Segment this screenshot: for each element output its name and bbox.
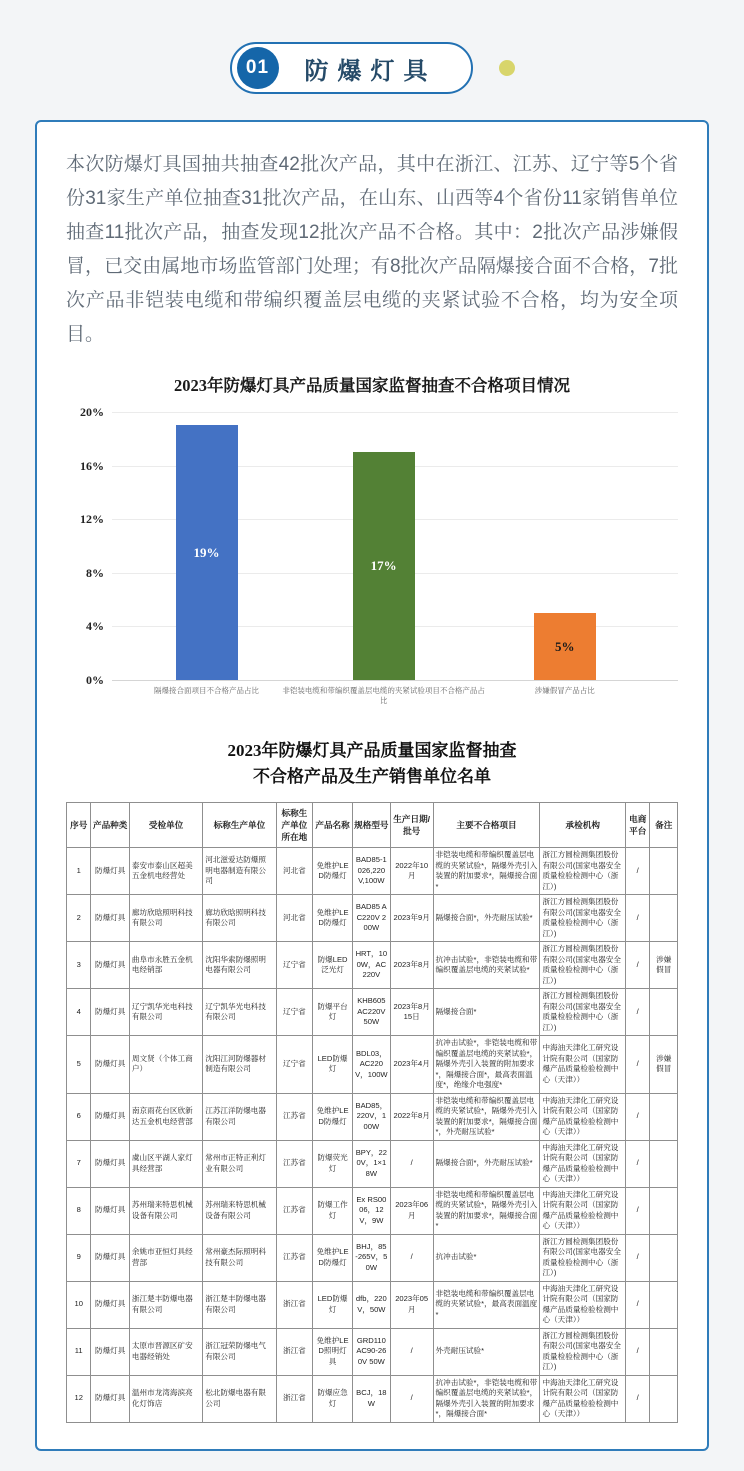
table-cell: 4 <box>67 989 91 1036</box>
table-cell: 常州市正特正利灯业有限公司 <box>203 1140 276 1187</box>
table-cell: 中海油天津化工研究设计院有限公司（国家防爆产品质量检验检测中心（天津）） <box>540 1281 626 1328</box>
inspection-results-table <box>66 802 678 1423</box>
y-axis-tick-label: 16% <box>80 458 104 473</box>
table-cell: / <box>626 1281 650 1328</box>
table-cell: 10 <box>67 1281 91 1328</box>
table-header-cell: 承检机构 <box>540 803 626 848</box>
table-cell: 防爆灯具 <box>91 1036 129 1094</box>
table-header-cell: 受检单位 <box>129 803 202 848</box>
table-row <box>67 1036 678 1094</box>
table-cell: 辽宁省 <box>276 1036 313 1094</box>
bar-value-label: 5% <box>555 638 575 654</box>
table-row <box>67 1093 678 1140</box>
table-cell: LED防爆灯 <box>313 1281 353 1328</box>
table-cell: 浙江方圆检测集团股份有限公司(国家电器安全质量检验检测中心（浙江）) <box>540 942 626 989</box>
table-cell: / <box>626 848 650 895</box>
table-cell: 2023年8月 <box>390 942 433 989</box>
table-cell: / <box>390 1328 433 1375</box>
table-cell: BDL03，AC220V，100W <box>352 1036 390 1094</box>
table-cell: BAD85 AC220V 200W <box>352 895 390 942</box>
table-cell: BPY，220V，1×18W <box>352 1140 390 1187</box>
table-header-cell: 主要不合格项目 <box>433 803 540 848</box>
table-row <box>67 989 678 1036</box>
table-cell: 常州豪杰际照明科技有限公司 <box>203 1234 276 1281</box>
table-cell: 余姚市亚恒灯具经营部 <box>129 1234 202 1281</box>
table-cell: 2023年05月 <box>390 1281 433 1328</box>
table-row <box>67 1140 678 1187</box>
table-cell: / <box>626 1375 650 1422</box>
table-cell: 中海油天津化工研究设计院有限公司（国家防爆产品质量检验检测中心（天津）） <box>540 1375 626 1422</box>
table-cell: 外壳耐压试验* <box>433 1328 540 1375</box>
table-cell: 辽宁凯华光电科技有限公司 <box>129 989 202 1036</box>
bar-value-label: 17% <box>370 558 397 574</box>
table-cell: 辽宁省 <box>276 989 313 1036</box>
table-cell: 2 <box>67 895 91 942</box>
table-cell: / <box>390 1140 433 1187</box>
table-cell <box>650 1093 678 1140</box>
accent-dot-icon <box>499 60 515 76</box>
table-header-cell: 序号 <box>67 803 91 848</box>
table-cell: 5 <box>67 1036 91 1094</box>
table-cell: / <box>390 1234 433 1281</box>
table-cell: 2023年9月 <box>390 895 433 942</box>
table-cell: 防爆灯具 <box>91 895 129 942</box>
table-cell: 河北滋爱达防爆照明电器制造有限公司 <box>203 848 276 895</box>
bar-1 <box>176 425 238 680</box>
table-cell: 防爆灯具 <box>91 942 129 989</box>
table-cell: 12 <box>67 1375 91 1422</box>
table-cell: 江苏省 <box>276 1187 313 1234</box>
chart-plot-area <box>66 405 678 687</box>
chart-bars <box>112 412 678 680</box>
table-cell: 浙江方圆检测集团股份有限公司(国家电器安全质量检验检测中心（浙江）) <box>540 1328 626 1375</box>
table-cell: dfb，220V，50W <box>352 1281 390 1328</box>
table-cell: 免维护LED照明灯具 <box>313 1328 353 1375</box>
table-cell: 非铠装电缆和带编织覆盖层电缆的夹紧试验*，隔爆外壳引入装置的附加要求*，隔爆接合面* <box>433 848 540 895</box>
y-axis-tick-label: 20% <box>80 405 104 419</box>
table-cell: 防爆灯具 <box>91 1093 129 1140</box>
table-cell: 抗冲击试验*，非铠装电缆和带编织覆盖层电缆的夹紧试验*，隔爆外壳引入装置的附加要求*，隔爆接合面*，最高表面温度*，绝缘介电强度* <box>433 1036 540 1094</box>
table-cell: 隔爆接合面*，外壳耐压试验* <box>433 895 540 942</box>
grid-line <box>112 412 678 413</box>
y-axis-tick-label: 0% <box>86 673 104 687</box>
table-cell: 2023年8月15日 <box>390 989 433 1036</box>
table-cell: 3 <box>67 942 91 989</box>
table-cell: 2022年8月 <box>390 1093 433 1140</box>
table-cell: 防爆灯具 <box>91 1187 129 1234</box>
table-cell: / <box>626 989 650 1036</box>
table-cell: 免维护LED防爆灯 <box>313 1093 353 1140</box>
table-cell: LED防爆灯 <box>313 1036 353 1094</box>
table-cell: 沈阳江河防爆器材制造有限公司 <box>203 1036 276 1094</box>
table-cell: 涉嫌假冒 <box>650 1036 678 1094</box>
table-cell: 2023年4月 <box>390 1036 433 1094</box>
table-cell: 9 <box>67 1234 91 1281</box>
table-cell: 浙江省 <box>276 1375 313 1422</box>
table-cell: 抗冲击试验*，非铠装电缆和带编织覆盖层电缆的夹紧试验* <box>433 942 540 989</box>
table-row <box>67 942 678 989</box>
table-header-cell: 产品种类 <box>91 803 129 848</box>
table-cell: 抗冲击试验* <box>433 1234 540 1281</box>
table-cell <box>650 1140 678 1187</box>
table-cell <box>650 1234 678 1281</box>
table-header-cell: 标称生产单位 <box>203 803 276 848</box>
table-cell: 中海油天津化工研究设计院有限公司（国家防爆产品质量检验检测中心（天津）） <box>540 1187 626 1234</box>
table-cell: 苏州瑞来特思机械设备有限公司 <box>129 1187 202 1234</box>
table-cell: 防爆灯具 <box>91 1328 129 1375</box>
bar-value-label: 19% <box>193 544 220 560</box>
table-cell: KHB605 AC220V 50W <box>352 989 390 1036</box>
bar-category-label: 涉嫌假冒产品占比 <box>534 686 595 695</box>
table-cell: / <box>626 1328 650 1375</box>
chart-x-axis-labels <box>112 686 678 712</box>
table-cell: 涉嫌假冒 <box>650 942 678 989</box>
table-cell: 非铠装电缆和带编织覆盖层电缆的夹紧试验*，隔爆外壳引入装置的附加要求*，隔爆接合面*，外壳耐压试验* <box>433 1093 540 1140</box>
chart-title: 2023年防爆灯具产品质量国家监督抽查不合格项目情况 <box>174 376 570 395</box>
table-cell: 周文贤（个体工商户） <box>129 1036 202 1094</box>
table-cell: / <box>390 1375 433 1422</box>
table-cell: 非铠装电缆和带编织覆盖层电缆的夹紧试验*，隔爆外壳引入装置的附加要求*，隔爆接合面* <box>433 1187 540 1234</box>
table-cell <box>650 1328 678 1375</box>
table-cell: 廊坊欣晗照明科技有限公司 <box>129 895 202 942</box>
table-cell: 中海油天津化工研究设计院有限公司（国家防爆产品质量检验检测中心（天津）） <box>540 1036 626 1094</box>
table-row <box>67 1281 678 1328</box>
table-cell: 浙江方圆检测集团股份有限公司(国家电器安全质量检验检测中心（浙江）) <box>540 895 626 942</box>
table-cell: 浙江方圆检测集团股份有限公司(国家电器安全质量检验检测中心（浙江）) <box>540 848 626 895</box>
table-row <box>67 1328 678 1375</box>
table-cell: 隔爆接合面* <box>433 989 540 1036</box>
table-header-cell: 电商平台 <box>626 803 650 848</box>
table-cell: 隔爆接合面*，外壳耐压试验* <box>433 1140 540 1187</box>
table-cell <box>650 848 678 895</box>
section-badge <box>230 42 473 94</box>
table-cell: 抗冲击试验*，非铠装电缆和带编织覆盖层电缆的夹紧试验*，隔爆外壳引入装置的附加要求*，隔爆接合面* <box>433 1375 540 1422</box>
table-row <box>67 848 678 895</box>
table-row <box>67 1187 678 1234</box>
table-cell <box>650 989 678 1036</box>
table-cell: 温州市龙湾海滨亮化灯饰店 <box>129 1375 202 1422</box>
table-cell: 泰安市泰山区超美五金机电经营处 <box>129 848 202 895</box>
table-cell: 非铠装电缆和带编织覆盖层电缆的夹紧试验*，最高表面温度* <box>433 1281 540 1328</box>
table-cell: / <box>626 1036 650 1094</box>
table-cell: 防爆灯具 <box>91 848 129 895</box>
table-cell: 辽宁凯华光电科技有限公司 <box>203 989 276 1036</box>
table-cell: 2022年10月 <box>390 848 433 895</box>
table-cell: 防爆LED泛光灯 <box>313 942 353 989</box>
table-cell: 曲阜市永胜五金机电经销部 <box>129 942 202 989</box>
table-cell: BAD85-1026,220V,100W <box>352 848 390 895</box>
table-cell: 中海油天津化工研究设计院有限公司（国家防爆产品质量检验检测中心（天津）） <box>540 1093 626 1140</box>
table-cell: 中海油天津化工研究设计院有限公司（国家防爆产品质量检验检测中心（天津）） <box>540 1140 626 1187</box>
table-row <box>67 1375 678 1422</box>
table-cell: 7 <box>67 1140 91 1187</box>
bar-category-label: 非铠装电缆和带编织覆盖层电缆的夹紧试验项目不合格产品占比 <box>282 686 485 705</box>
intro-paragraph: 本次防爆灯具国抽共抽查42批次产品，其中在浙江、江苏、辽宁等5个省份31家生产单位抽查31批次产品，在山东、山西等4个省份11家销售单位抽查11批次产品，抽查发现12批次产品不合格。其中：2批次产品涉嫌假冒，已交由属地市场监管部门处理；有8批次产品隔爆接合面不合格，7批次产品非铠装电缆和带编织覆盖层电缆的夹紧试验不合格，均为安全项目。 <box>66 154 678 345</box>
table-cell: 浙江方圆检测集团股份有限公司(国家电器安全质量检验检测中心（浙江）) <box>540 989 626 1036</box>
table-cell: 浙江楚丰防爆电器有限公司 <box>129 1281 202 1328</box>
section-header <box>0 0 744 94</box>
table-cell: 苏州瑞来特思机械设备有限公司 <box>203 1187 276 1234</box>
table-cell: 浙江方圆检测集团股份有限公司(国家电器安全质量检验检测中心（浙江）) <box>540 1234 626 1281</box>
table-cell: 松北防爆电器有限公司 <box>203 1375 276 1422</box>
table-cell: 防爆灯具 <box>91 1281 129 1328</box>
table-cell: 江苏江洋防爆电器有限公司 <box>203 1093 276 1140</box>
y-axis-tick-label: 8% <box>86 565 104 580</box>
table-cell: 防爆灯具 <box>91 989 129 1036</box>
table-cell: HRT，100W，AC220V <box>352 942 390 989</box>
table-cell: 沈阳华索防爆照明电器有限公司 <box>203 942 276 989</box>
table-cell: 虞山区平湖人家灯具经营部 <box>129 1140 202 1187</box>
table-cell: 江苏省 <box>276 1093 313 1140</box>
table-cell: 8 <box>67 1187 91 1234</box>
table-cell: 防爆灯具 <box>91 1140 129 1187</box>
table-cell: / <box>626 1140 650 1187</box>
table-row <box>67 1234 678 1281</box>
y-axis-tick-label: 12% <box>80 512 104 527</box>
table-row <box>67 895 678 942</box>
table-cell: 浙江省 <box>276 1281 313 1328</box>
table-cell: BHJ，85-265V，50W <box>352 1234 390 1281</box>
table-cell: 浙江楚丰防爆电器有限公司 <box>203 1281 276 1328</box>
table-header-row <box>67 803 678 848</box>
table-cell: / <box>626 1234 650 1281</box>
table-cell: Ex RS0006，12V，9W <box>352 1187 390 1234</box>
table-cell: 浙江冠荣防爆电气有限公司 <box>203 1328 276 1375</box>
table-title-line1: 2023年防爆灯具产品质量国家监督抽查 <box>227 741 517 760</box>
table-cell: 防爆平台灯 <box>313 989 353 1036</box>
table-cell: BAD85，220V，100W <box>352 1093 390 1140</box>
table-title <box>66 738 678 790</box>
table-cell: / <box>626 942 650 989</box>
table-header-cell: 产品名称 <box>313 803 353 848</box>
chart-y-axis <box>66 405 112 687</box>
table-cell: 2023年06月 <box>390 1187 433 1234</box>
table-cell: 太原市晋源区矿安电器经销处 <box>129 1328 202 1375</box>
bar-chart <box>66 372 678 712</box>
table-cell <box>650 1375 678 1422</box>
table-cell: 河北省 <box>276 895 313 942</box>
table-title-line2: 不合格产品及生产销售单位名单 <box>253 767 491 786</box>
table-cell: / <box>626 895 650 942</box>
table-header-cell: 规格型号 <box>352 803 390 848</box>
table-cell: 江苏省 <box>276 1140 313 1187</box>
table-header-cell: 标称生产单位所在地 <box>276 803 313 848</box>
table-cell: 防爆应急灯 <box>313 1375 353 1422</box>
table-cell: 浙江省 <box>276 1328 313 1375</box>
table-cell: 防爆工作灯 <box>313 1187 353 1234</box>
table-cell: 南京雨花台区欣新达五金机电经营部 <box>129 1093 202 1140</box>
table-cell: 免维护LED防爆灯 <box>313 1234 353 1281</box>
content-card <box>35 120 709 1451</box>
y-axis-tick-label: 4% <box>86 619 104 634</box>
bar-category-label: 隔爆接合面项目不合格产品占比 <box>154 686 260 695</box>
table-cell: 江苏省 <box>276 1234 313 1281</box>
table-cell: 免维护LED防爆灯 <box>313 895 353 942</box>
table-cell: 6 <box>67 1093 91 1140</box>
table-cell: 11 <box>67 1328 91 1375</box>
section-number-badge: 01 <box>237 47 279 89</box>
table-cell <box>650 1187 678 1234</box>
table-cell: 廊坊欣晗照明科技有限公司 <box>203 895 276 942</box>
table-cell <box>650 895 678 942</box>
table-cell: 河北省 <box>276 848 313 895</box>
table-cell: GRD110 AC90-260V 50W <box>352 1328 390 1375</box>
table-cell: 防爆荧光灯 <box>313 1140 353 1187</box>
bar-2 <box>353 452 415 680</box>
bar-3 <box>534 613 596 680</box>
grid-line <box>112 680 678 681</box>
table-cell: 防爆灯具 <box>91 1375 129 1422</box>
table-cell: 1 <box>67 848 91 895</box>
table-cell <box>650 1281 678 1328</box>
table-header-cell: 生产日期/批号 <box>390 803 433 848</box>
table-cell: 辽宁省 <box>276 942 313 989</box>
section-title: 防爆灯具 <box>304 57 437 85</box>
table-cell: 防爆灯具 <box>91 1234 129 1281</box>
table-cell: 免维护LED防爆灯 <box>313 848 353 895</box>
table-cell: / <box>626 1093 650 1140</box>
table-cell: / <box>626 1187 650 1234</box>
table-header-cell: 备注 <box>650 803 678 848</box>
table-cell: BCJ，18W <box>352 1375 390 1422</box>
